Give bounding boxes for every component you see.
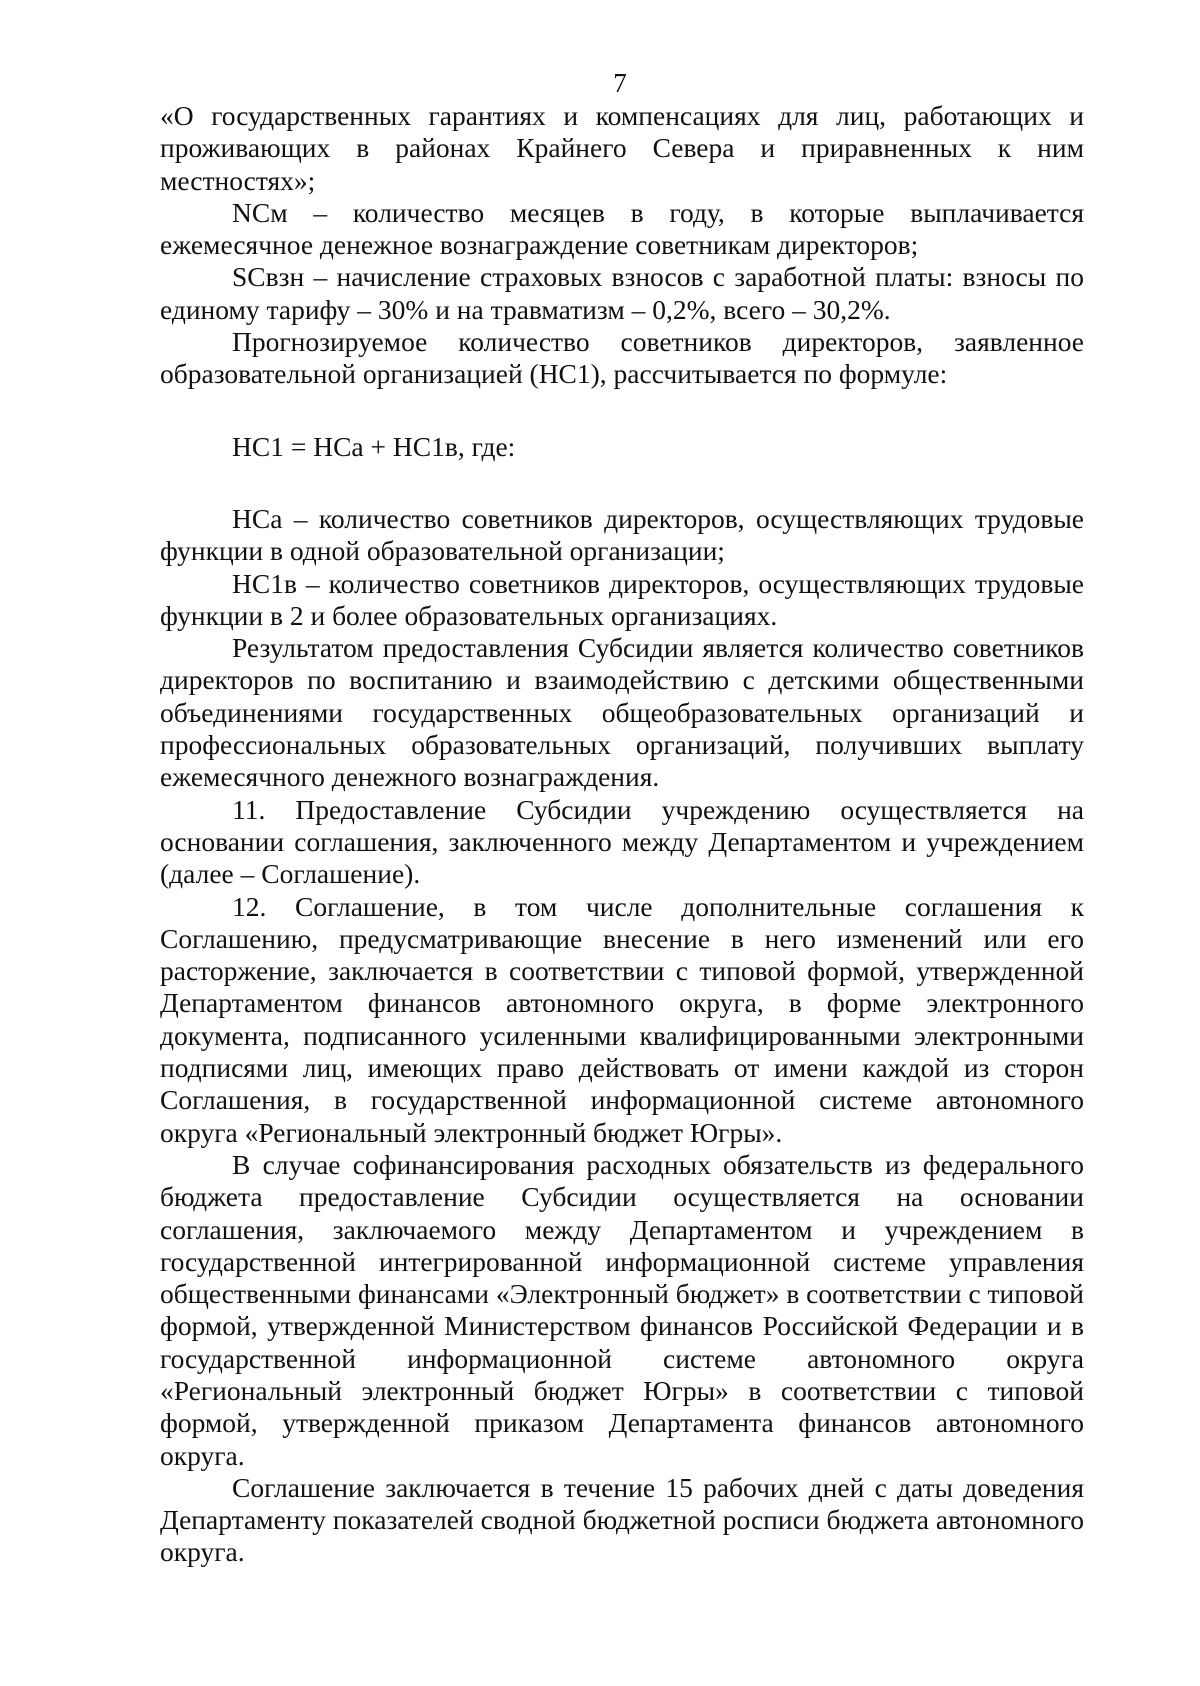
paragraph-forecast-intro: Прогнозируемое количество советников директоров, заявленное образовательной организацией (НС1), рассчитывается по формуле: <box>160 326 1084 390</box>
paragraph-cofinancing: В случае софинансирования расходных обязательств из федерального бюджета предоставление Субсидии осуществляется на основании соглашения, заключаемого между Департаментом и учреждением в государственной интегрированной информационной системе управления общественными финансами «Электронный бюджет» в соответствии с типовой формой, утвержденной Министерством финансов Российской Федерации и в государственной информационной системе автономного округа «Региональный электронный бюджет Югры» в соответствии с типовой формой, утвержденной приказом Департамента финансов автономного округа. <box>160 1148 1084 1471</box>
document-body <box>160 100 1084 1569</box>
formula-nc1: НС1 = НСа + НС1в, где: <box>232 430 516 462</box>
paragraph-nca-definition: НСа – количество советников директоров, осуществляющих трудовые функции в одной образовательной организации; <box>160 502 1084 567</box>
page-number: 7 <box>613 68 627 98</box>
paragraph-law-title-continuation: «О государственных гарантиях и компенсациях для лиц, работающих и проживающих в районах Крайнего Севера и приравненных к ним местностях»; <box>160 100 1084 196</box>
paragraph-ncm-definition: NСм – количество месяцев в году, в которые выплачивается ежемесячное денежное вознаграждение советникам директоров; <box>160 196 1084 261</box>
paragraph-clause-11: 11. Предоставление Субсидии учреждению осуществляется на основании соглашения, заключенного между Департаментом и учреждением (далее – Соглашение). <box>160 793 1084 890</box>
paragraph-subsidy-result: Результатом предоставления Субсидии является количество советников директоров по воспитанию и взаимодействию с детскими общественными объединениями государственных общеобразовательных организаций и профессиональных образовательных организаций, получивших выплату ежемесячного денежного вознаграждения. <box>160 632 1084 793</box>
paragraph-agreement-deadline: Соглашение заключается в течение 15 рабочих дней с даты доведения Департаменту показателей сводной бюджетной росписи бюджета автономного округа. <box>160 1471 1084 1568</box>
paragraph-nc1v-definition: НС1в – количество советников директоров, осуществляющих трудовые функции в 2 и более образовательных организациях. <box>160 567 1084 631</box>
paragraph-scvzn-definition: SСвзн – начисление страховых взносов с заработной платы: взносы по единому тарифу – 30% и на травматизм – 0,2%, всего – 30,2%. <box>160 261 1084 325</box>
paragraph-clause-12: 12. Соглашение, в том числе дополнительные соглашения к Соглашению, предусматривающие внесение в него изменений или его расторжение, заключается в соответствии с типовой формой, утвержденной Департаментом финансов автономного округа, в форме электронного документа, подписанного усиленными квалифицированными электронными подписями лиц, имеющих право действовать от имени каждой из сторон Соглашения, в государственной информационной системе автономного округа «Региональный электронный бюджет Югры». <box>160 890 1084 1148</box>
